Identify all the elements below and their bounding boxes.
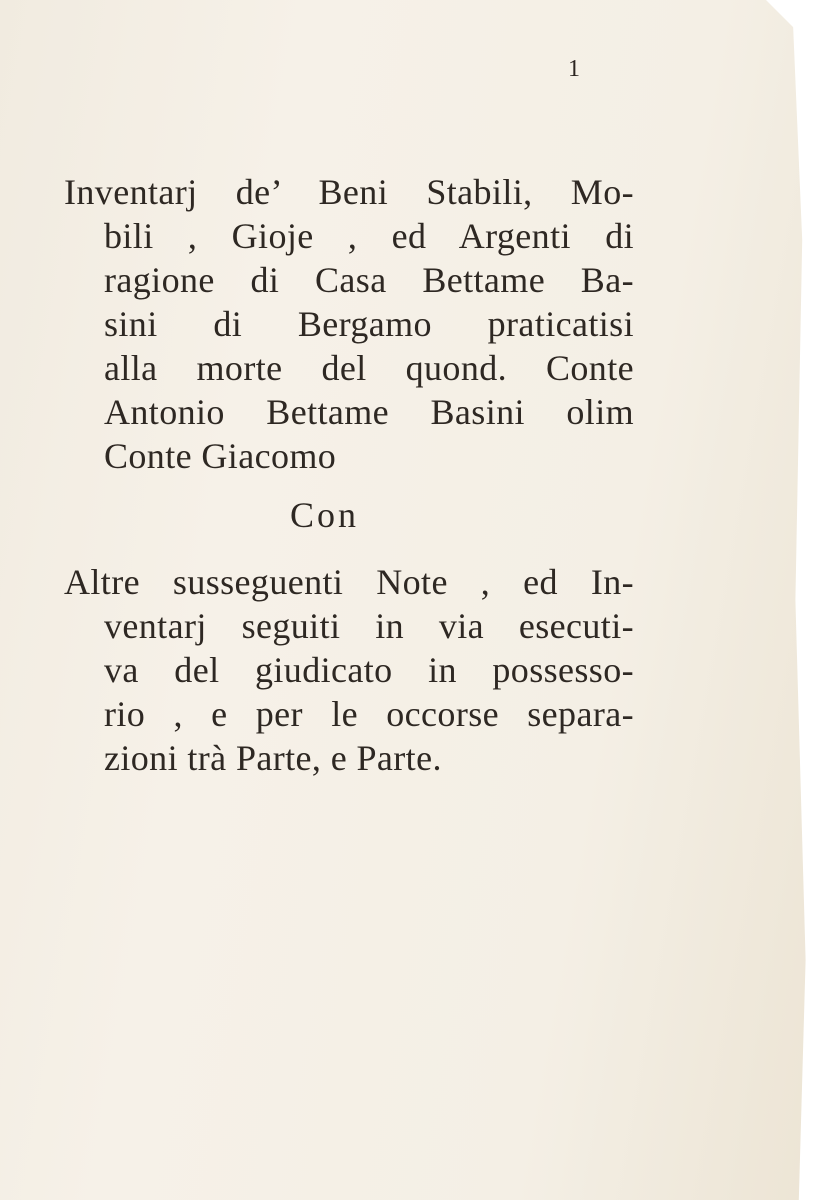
page-number: 1 — [568, 56, 580, 82]
subtitle-line: ventarj seguiti in via esecuti- — [104, 606, 634, 646]
subtitle-line: rio , e per le occorse separa- — [104, 694, 634, 734]
page-edge — [792, 0, 826, 1200]
title-line: bili , Gioje , ed Argenti di — [104, 216, 634, 256]
subtitle-block — [64, 560, 634, 780]
connector-word: Con — [290, 495, 360, 535]
subtitle-line: zioni trà Parte, e Parte. — [104, 738, 442, 778]
title-line: Antonio Bettame Basini olim — [104, 392, 634, 432]
title-line: Inventarj de’ Beni Stabili, Mo- — [64, 172, 634, 212]
title-line: sini di Bergamo praticatisi — [104, 304, 634, 344]
title-line: Conte Giacomo — [104, 436, 337, 476]
title-line: alla morte del quond. Conte — [104, 348, 634, 388]
subtitle-line: va del giudicato in possesso- — [104, 650, 634, 690]
subtitle-line: Altre susseguenti Note , ed In- — [64, 562, 634, 602]
title-block — [64, 170, 634, 478]
title-line: ragione di Casa Bettame Ba- — [104, 260, 634, 300]
